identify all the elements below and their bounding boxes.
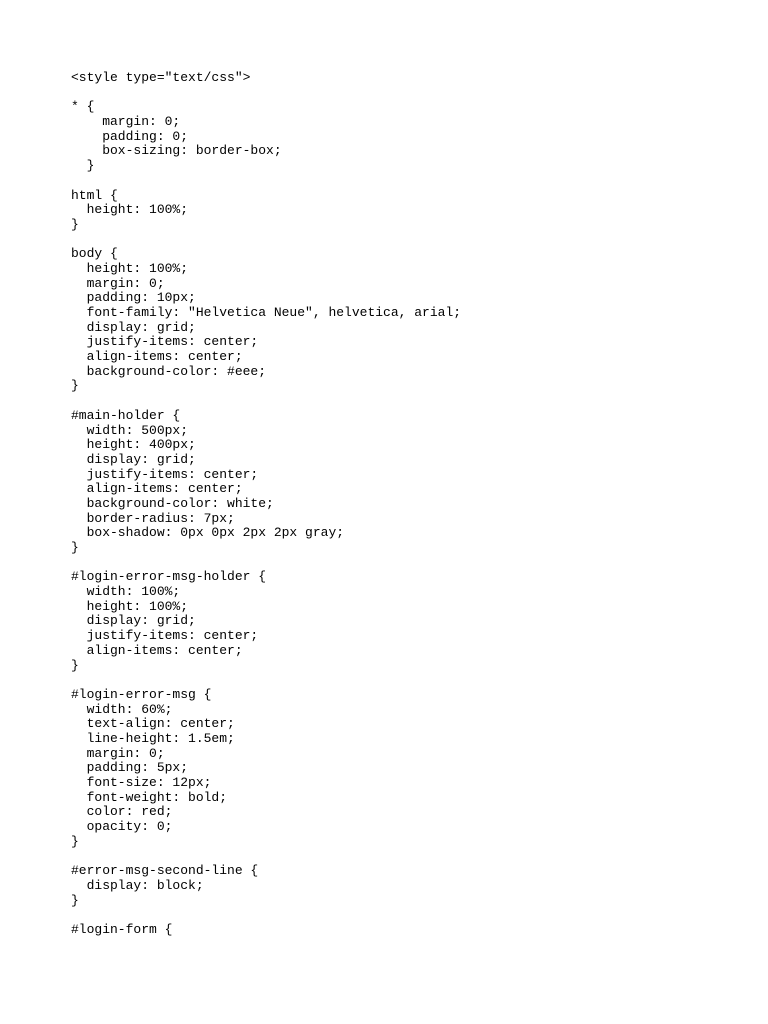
code-line: }: [71, 216, 79, 232]
code-line: #login-error-msg-holder {: [71, 569, 267, 585]
code-line: [71, 394, 461, 409]
code-line: width: 60%;: [71, 701, 173, 717]
code-line: color: red;: [71, 804, 173, 820]
code-line: }: [71, 833, 79, 849]
code-line: width: 500px;: [71, 422, 189, 438]
code-line: border-radius: 7px;: [71, 510, 235, 526]
code-line: justify-items: center;: [71, 334, 259, 350]
code-line: justify-items: center;: [71, 628, 259, 644]
code-line: [71, 86, 461, 101]
code-line: * {: [71, 99, 95, 115]
code-line: align-items: center;: [71, 349, 243, 365]
code-line: <style type="text/css">: [71, 70, 251, 85]
code-line: }: [71, 158, 95, 174]
code-line: display: grid;: [71, 451, 196, 467]
code-line: margin: 0;: [71, 114, 181, 130]
css-source-text: [71, 71, 461, 938]
code-line: padding: 10px;: [71, 290, 196, 306]
code-line: #login-error-msg {: [71, 686, 212, 702]
code-line: display: grid;: [71, 319, 196, 335]
code-line: font-size: 12px;: [71, 775, 212, 790]
code-line: }: [71, 378, 79, 394]
code-line: background-color: white;: [71, 495, 274, 511]
code-line: box-shadow: 0px 0px 2px 2px gray;: [71, 525, 345, 541]
code-line: box-sizing: border-box;: [71, 143, 282, 159]
code-line: width: 100%;: [71, 584, 181, 600]
code-line: height: 100%;: [71, 260, 189, 276]
code-line: [71, 673, 461, 688]
code-line: padding: 0;: [71, 128, 189, 144]
code-line: padding: 5px;: [71, 760, 189, 776]
code-line: line-height: 1.5em;: [71, 730, 235, 746]
code-line: height: 100%;: [71, 202, 189, 218]
code-line: align-items: center;: [71, 642, 243, 658]
code-line: display: block;: [71, 877, 204, 893]
code-line: html {: [71, 187, 118, 203]
code-line: align-items: center;: [71, 481, 243, 497]
code-line: font-family: "Helvetica Neue", helvetica, arial;: [71, 305, 462, 320]
code-line: [71, 233, 461, 248]
code-line: justify-items: center;: [71, 466, 259, 482]
code-line: [71, 849, 461, 864]
code-line: font-weight: bold;: [71, 789, 228, 805]
code-line: text-align: center;: [71, 716, 235, 732]
code-line: [71, 908, 461, 923]
code-line: #error-msg-second-line {: [71, 863, 259, 879]
code-line: background-color: #eee;: [71, 363, 267, 379]
code-line: }: [71, 657, 79, 673]
code-line: margin: 0;: [71, 745, 165, 761]
code-line: }: [71, 892, 79, 908]
code-line: height: 400px;: [71, 437, 196, 453]
code-line: }: [71, 540, 79, 555]
code-line: opacity: 0;: [71, 819, 173, 835]
code-line: [71, 556, 461, 571]
code-line: #main-holder {: [71, 407, 181, 423]
code-line: height: 100%;: [71, 598, 189, 614]
code-line: body {: [71, 246, 118, 262]
code-line: [71, 174, 461, 189]
code-line: #login-form {: [71, 921, 173, 937]
code-line: display: grid;: [71, 613, 196, 629]
code-line: margin: 0;: [71, 275, 165, 291]
